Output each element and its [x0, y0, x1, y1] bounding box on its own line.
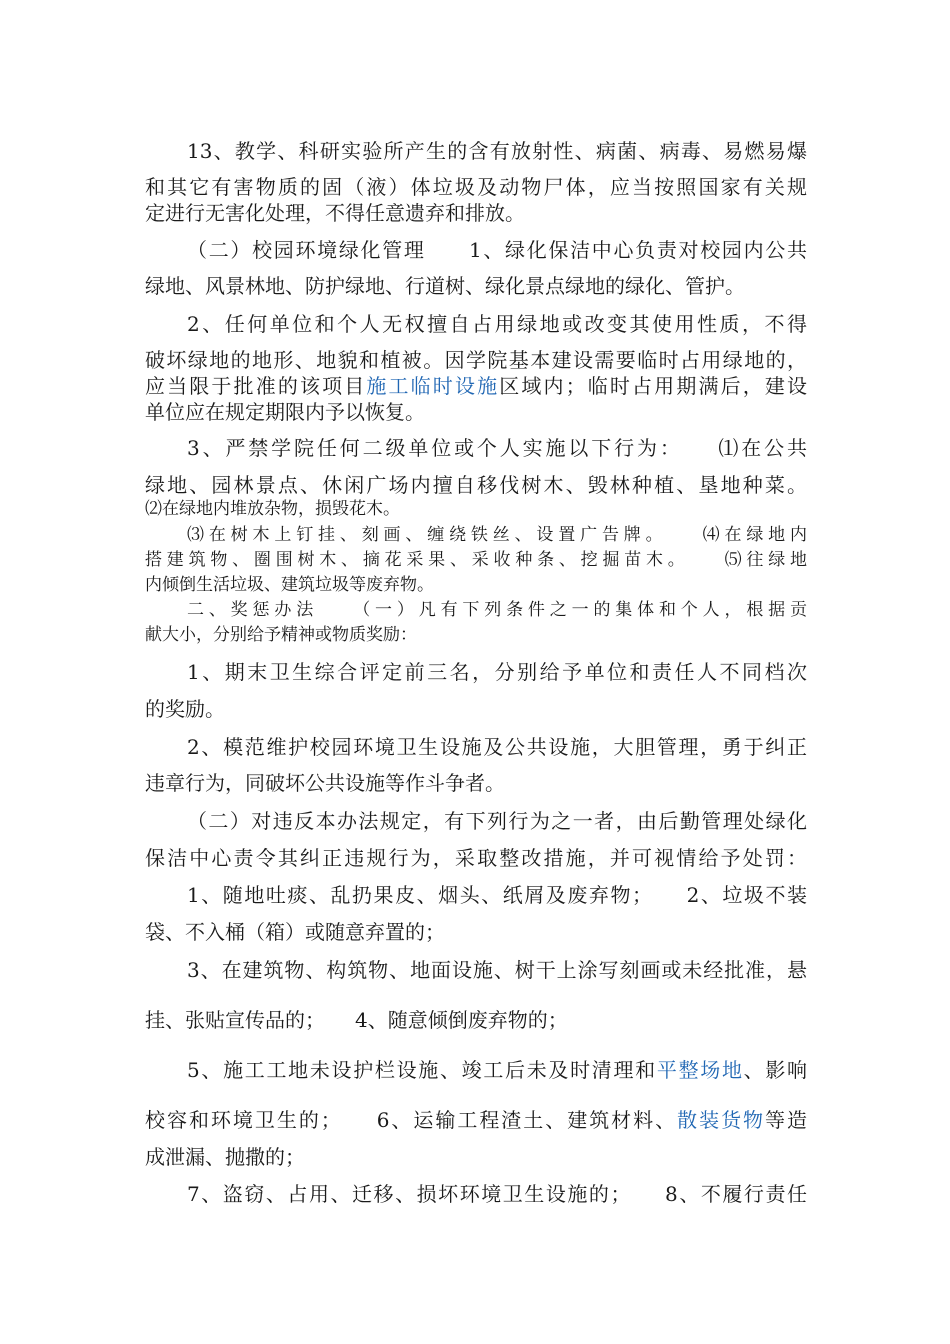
text-line: 挂、张贴宣传品的； 4、随意倾倒废弃物的；: [145, 1008, 568, 1032]
text-line: （二）校园环境绿化管理 1、绿化保洁中心负责对校园内公共: [187, 238, 807, 262]
text-line: 的奖励。: [145, 697, 225, 721]
text-line: 2、任何单位和个人无权擅自占用绿地或改变其使用性质，不得: [187, 312, 807, 336]
text-span: 应当限于批准的该项目: [145, 374, 367, 398]
text-line: [187, 1057, 807, 1083]
text-line: [145, 1107, 807, 1133]
link-bulk-cargo[interactable]: 散装货物: [677, 1108, 766, 1132]
text-line: 3、严禁学院任何二级单位或个人实施以下行为： ⑴在公共: [187, 436, 807, 460]
text-span: 、影响: [743, 1058, 807, 1082]
text-line: 单位应在规定期限内予以恢复。: [145, 400, 425, 424]
text-line: 13、教学、科研实验所产生的含有放射性、病菌、病毒、易燃易爆: [187, 139, 807, 163]
text-line: [145, 373, 807, 399]
text-line: 袋、不入桶（箱）或随意弃置的；: [145, 920, 445, 944]
link-construction-facilities[interactable]: 施工临时设施: [366, 374, 500, 398]
text-line: 献大小，分别给予精神或物质奖励：: [145, 625, 417, 645]
text-line: 绿地、园林景点、休闲广场内擅自移伐树木、毁林种植、垦地种菜。: [145, 473, 807, 497]
text-line: 破坏绿地的地形、地貌和植被。因学院基本建设需要临时占用绿地的，: [145, 348, 807, 372]
text-line: 3、在建筑物、构筑物、地面设施、树干上涂写刻画或未经批准，悬: [187, 958, 807, 982]
text-line: 绿地、风景林地、防护绿地、行道树、绿化景点绿地的绿化、管护。: [145, 274, 745, 298]
text-line: 保洁中心责令其纠正违规行为，采取整改措施，并可视情给予处罚：: [145, 846, 807, 870]
text-line: ⑶在树木上钉挂、刻画、缠绕铁丝、设置广告牌。 ⑷在绿地内: [187, 525, 807, 545]
text-span: 5、施工工地未设护栏设施、竣工后未及时清理和: [187, 1058, 657, 1082]
text-line: 1、期末卫生综合评定前三名，分别给予单位和责任人不同档次: [187, 660, 807, 684]
text-line: ⑵在绿地内堆放杂物，损毁花木。: [145, 499, 400, 519]
text-line: 定进行无害化处理，不得任意遗弃和排放。: [145, 201, 525, 225]
text-line: 搭建筑物、圈围树木、摘花采果、采收种条、挖掘苗木。 ⑸往绿地: [145, 550, 807, 570]
link-level-site[interactable]: 平整场地: [656, 1058, 744, 1082]
text-line: 内倾倒生活垃圾、建筑垃圾等废弃物。: [145, 575, 434, 595]
text-line: 1、随地吐痰、乱扔果皮、烟头、纸屑及废弃物； 2、垃圾不装: [187, 883, 807, 907]
text-span: 等造: [765, 1108, 807, 1132]
text-span: 区域内；临时占用期满后，建设: [499, 374, 807, 398]
text-line: 7、盗窃、占用、迁移、损坏环境卫生设施的； 8、不履行责任: [187, 1182, 807, 1206]
text-line: 成泄漏、抛撒的；: [145, 1145, 305, 1169]
text-line: 和其它有害物质的固（液）体垃圾及动物尸体，应当按照国家有关规: [145, 175, 807, 199]
text-line: 二、奖惩办法 （一）凡有下列条件之一的集体和个人，根据贡: [187, 600, 807, 620]
text-line: （二）对违反本办法规定，有下列行为之一者，由后勤管理处绿化: [187, 809, 807, 833]
text-span: 校容和环境卫生的； 6、运输工程渣土、建筑材料、: [145, 1108, 678, 1132]
text-line: 违章行为，同破坏公共设施等作斗争者。: [145, 771, 505, 795]
text-line: 2、模范维护校园环境卫生设施及公共设施，大胆管理，勇于纠正: [187, 735, 807, 759]
